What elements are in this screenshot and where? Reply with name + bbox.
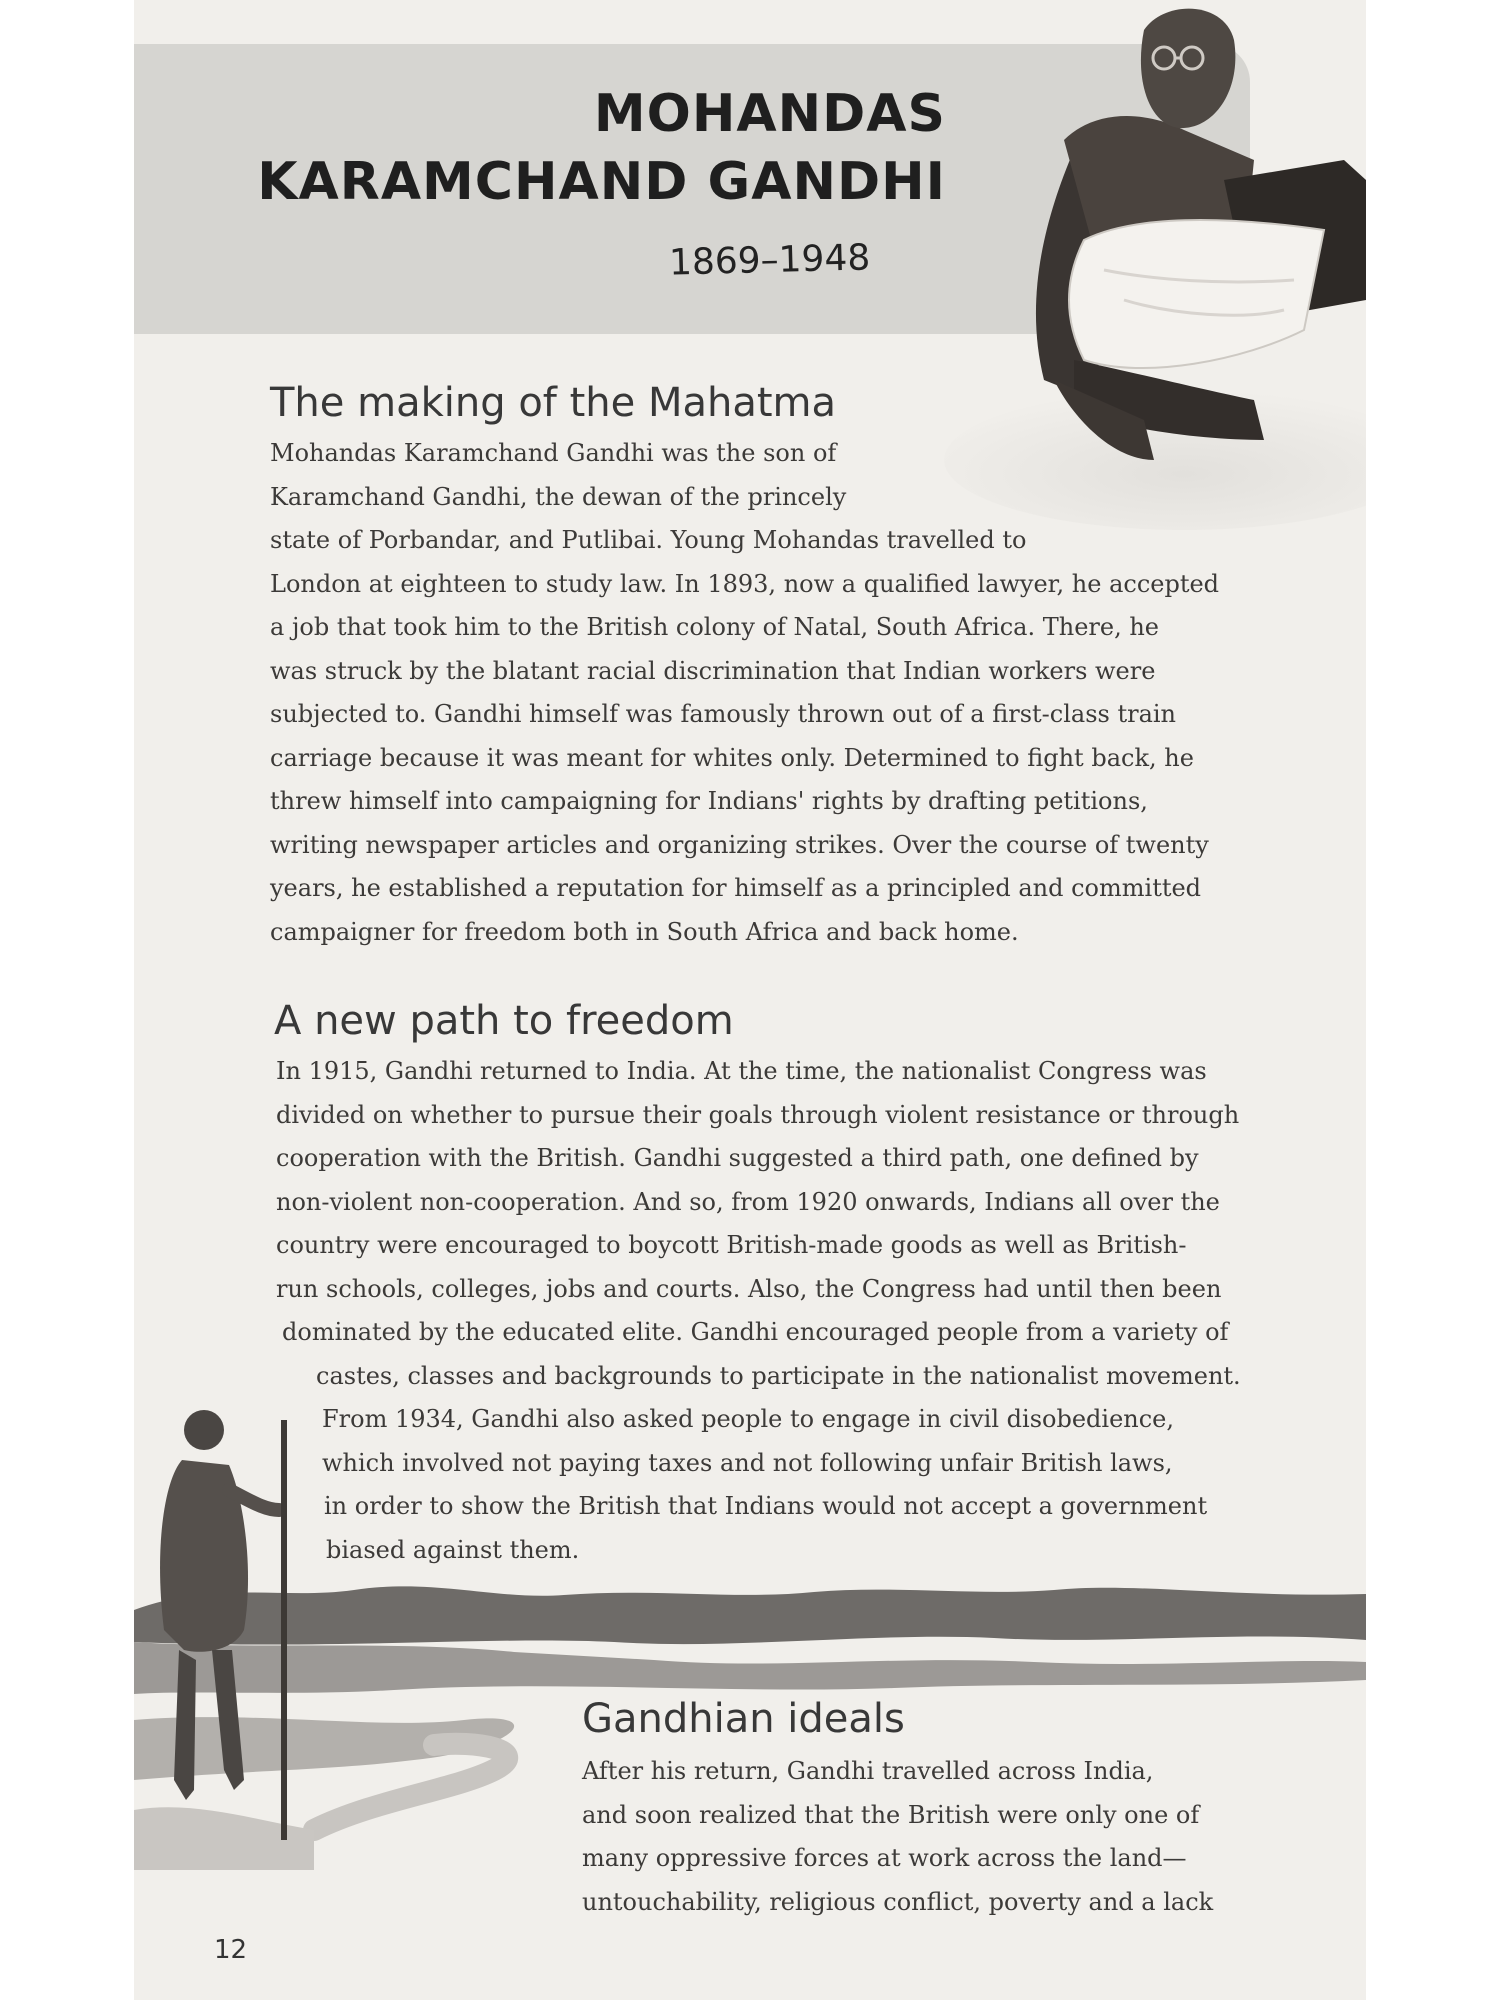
text-line: castes, classes and backgrounds to participate in the nationalist movement. <box>316 1361 1241 1390</box>
section-body-new-path-to-freedom <box>276 1050 1241 1572</box>
text-line: biased against them. <box>326 1535 580 1564</box>
section-heading-new-path-to-freedom: A new path to freedom <box>274 998 734 1044</box>
text-line: subjected to. Gandhi himself was famously thrown out of a first-class train <box>270 700 1177 728</box>
title-line-2: KARAMCHAND GANDHI <box>257 152 946 212</box>
text-line: London at eighteen to study law. In 1893, now a qualified lawyer, he accepted <box>270 569 1220 598</box>
text-line: After his return, Gandhi travelled across India, <box>582 1757 1154 1785</box>
page-number: 12 <box>214 1935 248 1965</box>
page-title <box>257 80 946 216</box>
text-line: country were encouraged to boycott British-made goods as well as British- <box>276 1231 1187 1259</box>
text-line: in order to show the British that Indians would not accept a government <box>324 1492 1208 1520</box>
text-line: state of Porbandar, and Putlibai. Young Mohandas travelled to <box>270 526 1027 554</box>
text-line: Mohandas Karamchand Gandhi was the son of <box>270 439 837 467</box>
text-line: In 1915, Gandhi returned to India. At the time, the nationalist Congress was <box>276 1057 1207 1085</box>
section-body-making-of-mahatma <box>270 432 1219 954</box>
text-line: campaigner for freedom both in South Africa and back home. <box>270 917 1019 946</box>
text-line: many oppressive forces at work across the land— <box>582 1844 1187 1872</box>
text-line: From 1934, Gandhi also asked people to engage in civil disobedience, <box>322 1405 1174 1433</box>
title-line-1: MOHANDAS <box>593 84 946 144</box>
text-line: threw himself into campaigning for Indians' rights by drafting petitions, <box>270 787 1148 815</box>
section-heading-gandhian-ideals: Gandhian ideals <box>582 1696 905 1742</box>
book-page <box>134 0 1366 2000</box>
text-line: run schools, colleges, jobs and courts. Also, the Congress had until then been <box>276 1274 1222 1303</box>
text-line: carriage because it was meant for whites only. Determined to fight back, he <box>270 743 1194 772</box>
text-line: and soon realized that the British were only one of <box>582 1800 1200 1829</box>
gandhi-walking-silhouette <box>134 1400 334 1840</box>
text-line: a job that took him to the British colony of Natal, South Africa. There, he <box>270 613 1160 641</box>
text-line: writing newspaper articles and organizing strikes. Over the course of twenty <box>270 830 1209 859</box>
text-line: untouchability, religious conflict, poverty and a lack <box>582 1887 1214 1916</box>
text-line: Karamchand Gandhi, the dewan of the princely <box>270 482 847 511</box>
section-body-gandhian-ideals <box>582 1750 1213 1924</box>
text-line: years, he established a reputation for himself as a principled and committed <box>270 874 1202 902</box>
text-line: was struck by the blatant racial discrimination that Indian workers were <box>270 656 1156 685</box>
text-line: dominated by the educated elite. Gandhi encouraged people from a variety of <box>282 1318 1229 1346</box>
life-dates: 1869–1948 <box>668 237 871 284</box>
text-line: non-violent non-cooperation. And so, from 1920 onwards, Indians all over the <box>276 1187 1220 1216</box>
text-line: divided on whether to pursue their goals through violent resistance or through <box>276 1100 1240 1129</box>
text-line: which involved not paying taxes and not following unfair British laws, <box>322 1448 1173 1477</box>
text-line: cooperation with the British. Gandhi suggested a third path, one defined by <box>276 1144 1199 1172</box>
section-heading-making-of-mahatma: The making of the Mahatma <box>270 380 836 426</box>
